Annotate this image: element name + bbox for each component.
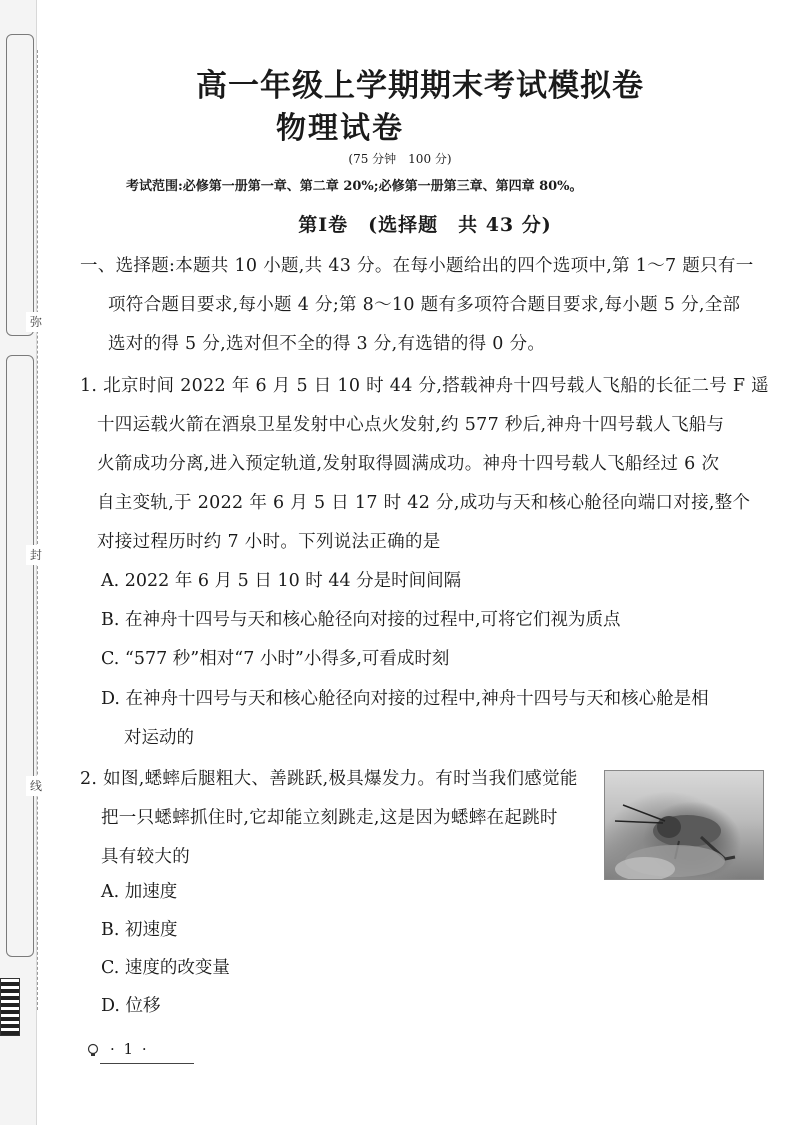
qr-code-icon [0,978,20,1036]
instructions-line-2: 项符合题目要求,每小题 4 分;第 8～10 题有多项符合题目要求,每小题 5 分,全部 [108,295,741,315]
q1-stem-line-5: 对接过程历时约 7 小时。下列说法正确的是 [97,532,441,552]
q1-stem-line-1: 1. 北京时间 2022 年 6 月 5 日 10 时 44 分,搭载神舟十四号载人飞船的长征二号 F 遥 [80,376,769,396]
q1-option-a: A. 2022 年 6 月 5 日 10 时 44 分是时间间隔 [101,571,462,591]
instructions-line-3: 选对的得 5 分,选对但不全的得 3 分,有选错的得 0 分。 [108,334,546,354]
page-number: · 1 · [110,1040,149,1058]
instructions-line-1: 一、选择题:本题共 10 小题,共 43 分。在每小题给出的四个选项中,第 1～7 题只有一 [80,256,754,276]
seal-char-xian: 线 [26,776,46,796]
q1-option-d-cont: 对运动的 [124,728,194,748]
q2-option-b: B. 初速度 [101,920,178,940]
seal-dashed-line [37,50,38,1010]
binding-bracket-top [6,34,34,336]
time-and-score: (75 分钟 100 分) [348,152,452,166]
q2-option-a: A. 加速度 [101,882,178,902]
q1-option-d: D. 在神舟十四号与天和核心舱径向对接的过程中,神舟十四号与天和核心舱是相 [101,689,709,709]
seal-char-feng: 封 [26,545,46,565]
lightbulb-icon [86,1043,100,1057]
exam-subject: 物理试卷 [276,111,404,146]
q2-option-c: C. 速度的改变量 [101,958,230,978]
section-title: 第Ⅰ卷 (选择题 共 43 分) [298,214,552,236]
binding-bracket-bottom [6,355,34,957]
q2-option-d: D. 位移 [101,996,161,1016]
q2-stem-line-3: 具有较大的 [101,847,190,867]
exam-scope: 考试范围:必修第一册第一章、第二章 20%;必修第一册第三章、第四章 80%。 [126,179,583,194]
q1-stem-line-2: 十四运载火箭在酒泉卫星发射中心点火发射,约 577 秒后,神舟十四号载人飞船与 [97,415,725,435]
q2-stem-line-1: 2. 如图,蟋蟀后腿粗大、善跳跃,极具爆发力。有时当我们感觉能 [80,769,578,789]
q1-stem-line-3: 火箭成功分离,进入预定轨道,发射取得圆满成功。神舟十四号载人飞船经过 6 次 [97,454,720,474]
q1-option-c: C. “577 秒”相对“7 小时”小得多,可看成时刻 [101,649,450,669]
q1-stem-line-4: 自主变轨,于 2022 年 6 月 5 日 17 时 42 分,成功与天和核心舱径向端口对接,整个 [97,493,751,513]
cricket-photo [604,770,764,880]
exam-title: 高一年级上学期期末考试模拟卷 [196,68,644,104]
q2-stem-line-2: 把一只蟋蟀抓住时,它却能立刻跳走,这是因为蟋蟀在起跳时 [101,808,558,828]
footer-rule [100,1063,194,1064]
seal-char-mi: 弥 [26,312,46,332]
q1-option-b: B. 在神舟十四号与天和核心舱径向对接的过程中,可将它们视为质点 [101,610,621,630]
